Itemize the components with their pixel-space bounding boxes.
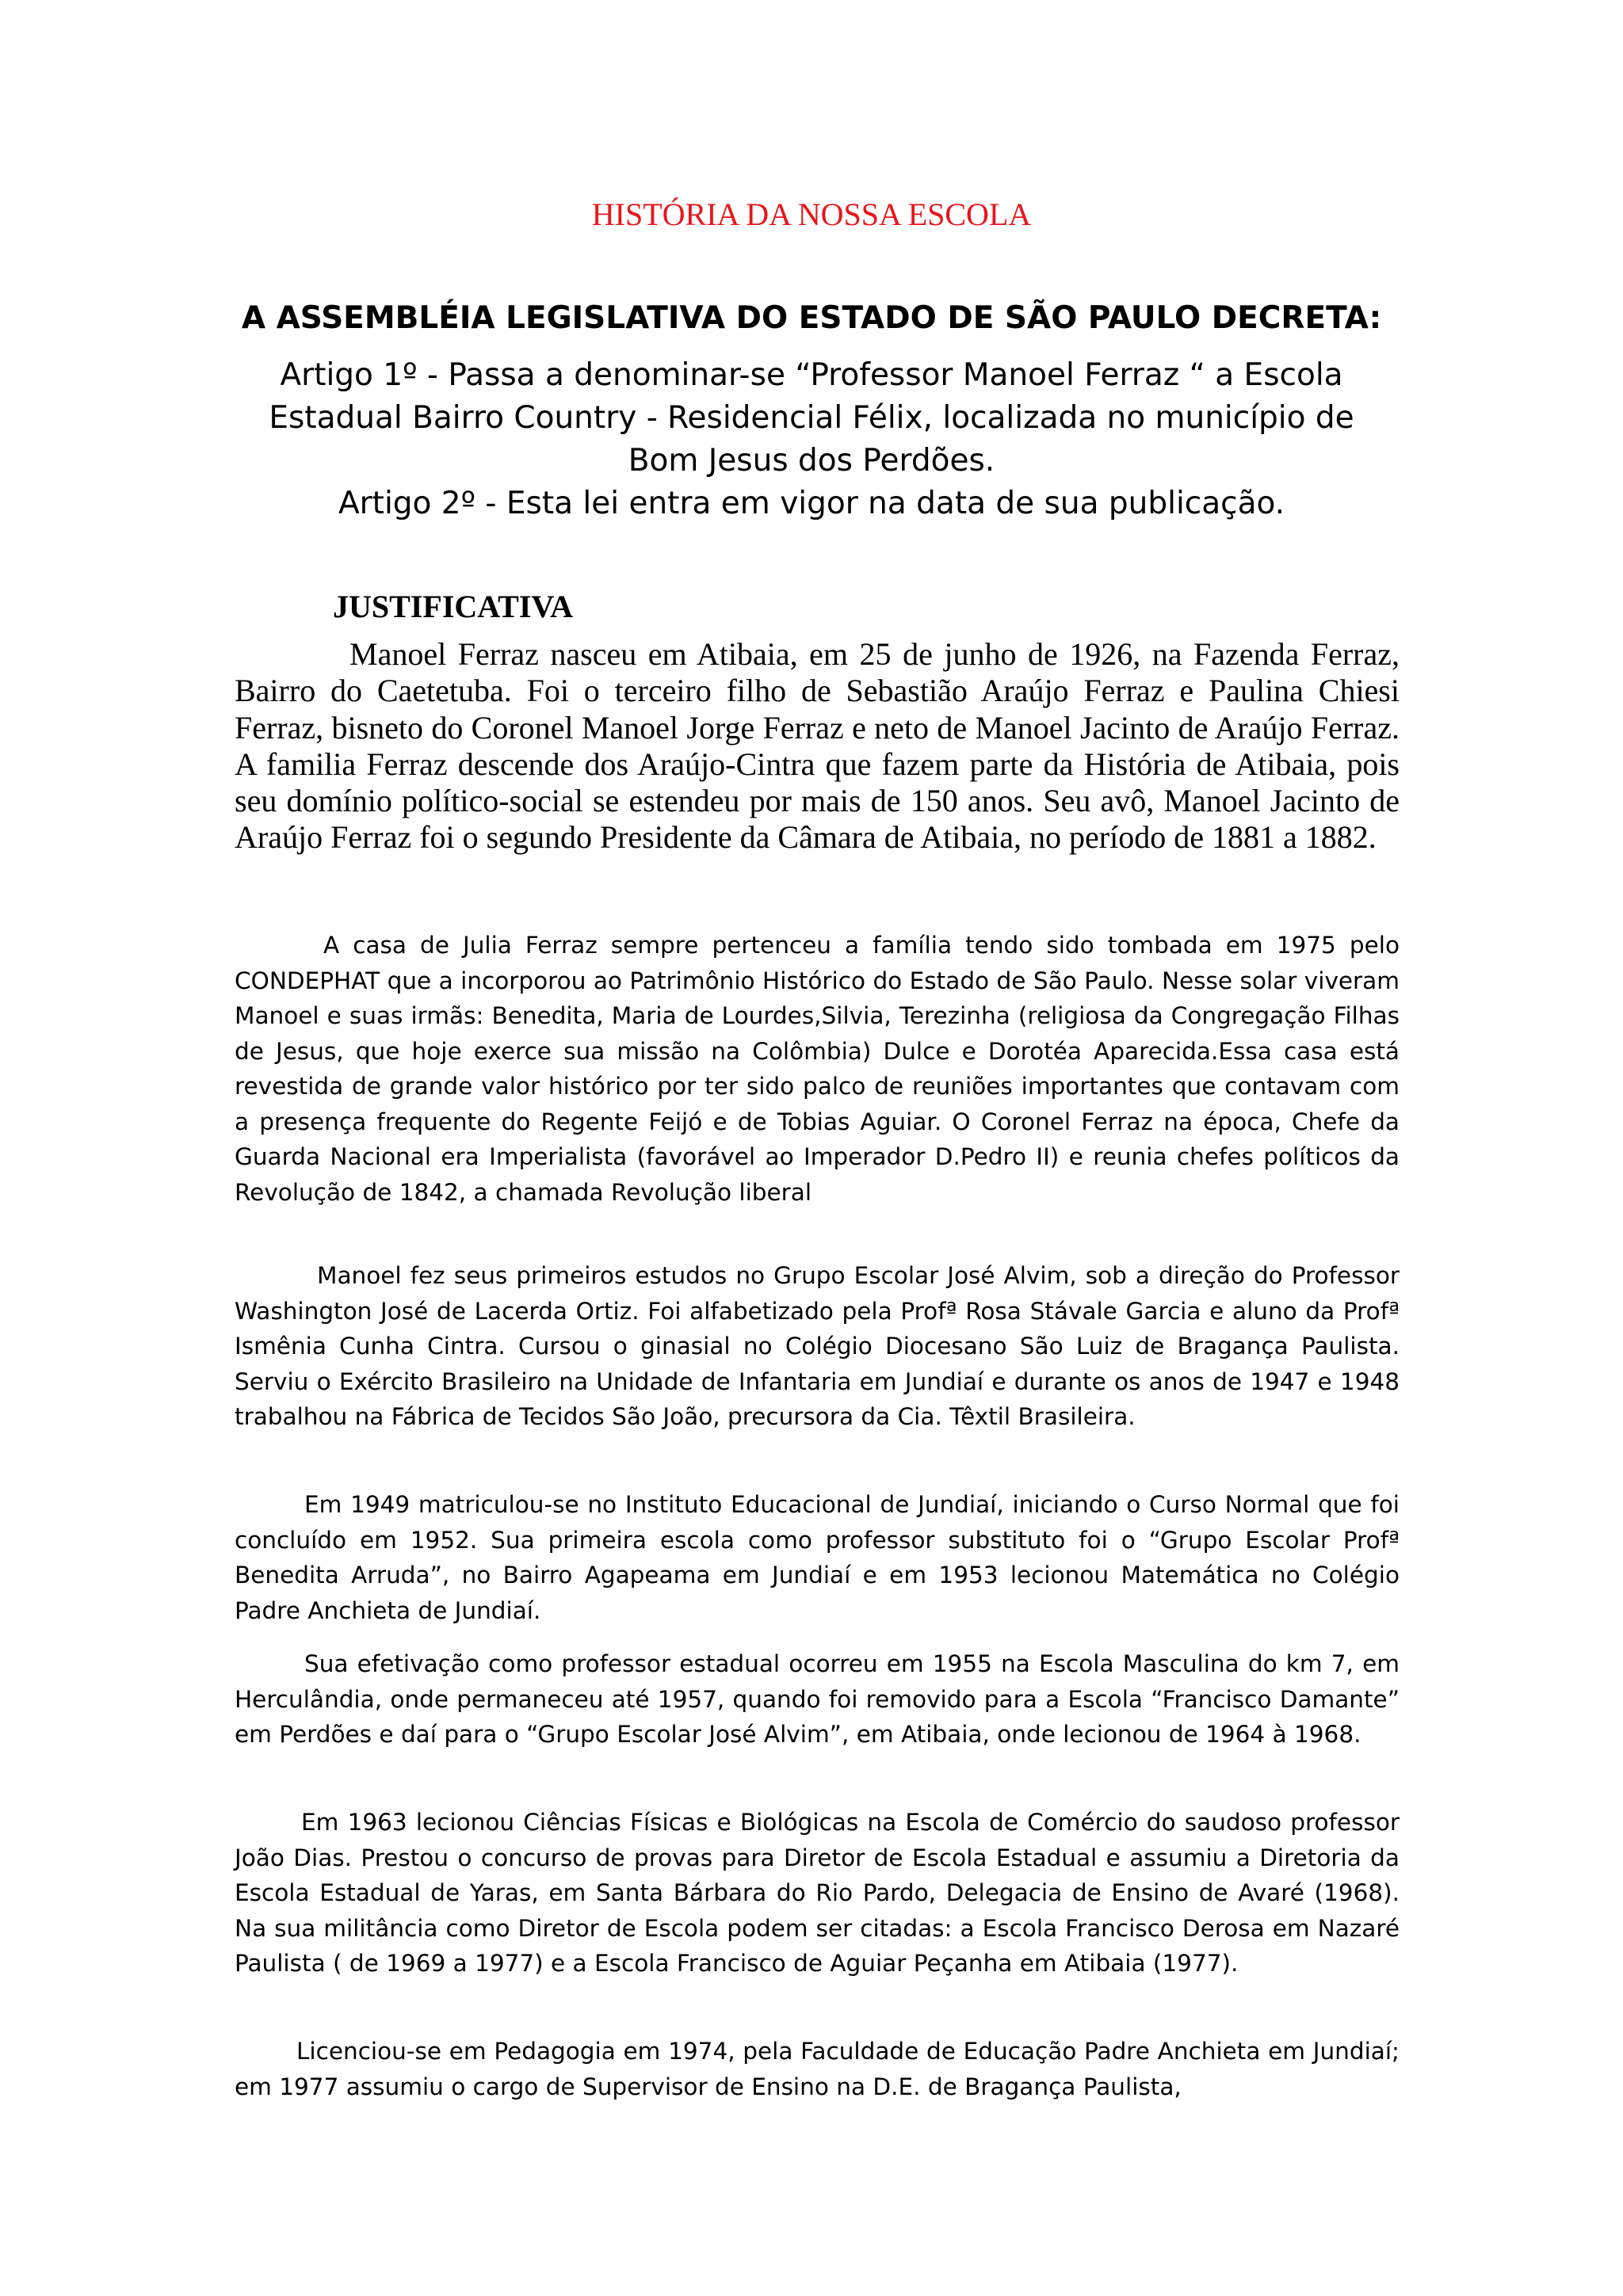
paragraph-effective-teacher: Sua efetivação como professor estadual ocorreu em 1955 na Escola Masculina do km 7, em Herculândia, onde permaneceu até 1957, quando foi removido para a Escola “Francisco Damante” em Perdões e daí para o “Grupo Escolar José Alvim”, em Atibaia, onde lecionou de 1964 à 1968. (235, 1650, 1400, 1748)
article-1: Artigo 1º - Passa a denominar-se “Professor Manoel Ferraz “ a Escola Estadual Bairro Country - Residencial Félix, localizada no município de Bom Jesus dos Perdões. (269, 357, 1354, 479)
justificativa-heading: JUSTIFICATIVA (333, 589, 574, 624)
paragraph-studies: Manoel fez seus primeiros estudos no Grupo Escolar José Alvim, sob a direção do Professor Washington José de Lacerda Ortiz. Foi alfabetizado pela Profª Rosa Stávale Garcia e aluno da Profª Ismênia Cunha Cintra. Cursou o ginasial no Colégio Diocesano São Luiz de Bragança Paulista. Serviu o Exército Brasileiro na Unidade de Infantaria em Jundiaí e durante os anos de 1947 e 1948 trabalhou na Fábrica de Tecidos São João, precursora da Cia. Têxtil Brasileira. (235, 1262, 1400, 1430)
article-2: Artigo 2º - Esta lei entra em vigor na data de sua publicação. (338, 486, 1285, 521)
decree-heading: A ASSEMBLÉIA LEGISLATIVA DO ESTADO DE SÃO PAULO DECRETA: (241, 300, 1382, 336)
paragraph-house: A casa de Julia Ferraz sempre pertenceu a família tendo sido tombada em 1975 pelo CONDEPHAT que a incorporou ao Patrimônio Histórico do Estado de São Paulo. Nesse solar viveram Manoel e suas irmãs: Benedita, Maria de Lourdes,Silvia, Terezinha (religiosa da Congregação Filhas de Jesus, que hoje exerce sua missão na Colômbia) Dulce e Dorotéa Aparecida.Essa casa está revestida de grande valor histórico por ter sido palco de reuniões importantes que contavam com a presença frequente do Regente Feijó e de Tobias Aguiar. O Coronel Ferraz na época, Chefe da Guarda Nacional era Imperialista (favorável ao Imperador D.Pedro II) e reunia chefes políticos da Revolução de 1842, a chamada Revolução liberal (235, 932, 1400, 1206)
paragraph-pedagogy: Licenciou-se em Pedagogia em 1974, pela Faculdade de Educação Padre Anchieta em Jundiaí; em 1977 assumiu o cargo de Supervisor de Ensino na D.E. de Bragança Paulista, (235, 2038, 1400, 2100)
paragraph-normal-course: Em 1949 matriculou-se no Instituto Educacional de Jundiaí, iniciando o Curso Normal que foi concluído em 1952. Sua primeira escola como professor substituto foi o “Grupo Escolar Profª Benedita Arruda”, no Bairro Agapeama em Jundiaí e em 1953 lecionou Matemática no Colégio Padre Anchieta de Jundiaí. (235, 1491, 1400, 1624)
intro-paragraph: Manoel Ferraz nasceu em Atibaia, em 25 de junho de 1926, na Fazenda Ferraz, Bairro do Caetetuba. Foi o terceiro filho de Sebastião Araújo Ferraz e Paulina Chiesi Ferraz, bisneto do Coronel Manoel Jorge Ferraz e neto de Manoel Jacinto de Araújo Ferraz. A familia Ferraz descende dos Araújo-Cintra que fazem parte da História de Atibaia, pois seu domínio político-social se estendeu por mais de 150 anos. Seu avô, Manoel Jacinto de Araújo Ferraz foi o segundo Presidente da Câmara de Atibaia, no período de 1881 a 1882. (235, 636, 1400, 856)
paragraph-director: Em 1963 lecionou Ciências Físicas e Biológicas na Escola de Comércio do saudoso professor João Dias. Prestou o concurso de provas para Diretor de Escola Estadual e assumiu a Diretoria da Escola Estadual de Yaras, em Santa Bárbara do Rio Pardo, Delegacia de Ensino de Avaré (1968). Na sua militância como Diretor de Escola podem ser citadas: a Escola Francisco Derosa em Nazaré Paulista ( de 1969 a 1977) e a Escola Francisco de Aguiar Peçanha em Atibaia (1977). (235, 1809, 1400, 1977)
page-title: HISTÓRIA DA NOSSA ESCOLA (591, 196, 1032, 232)
